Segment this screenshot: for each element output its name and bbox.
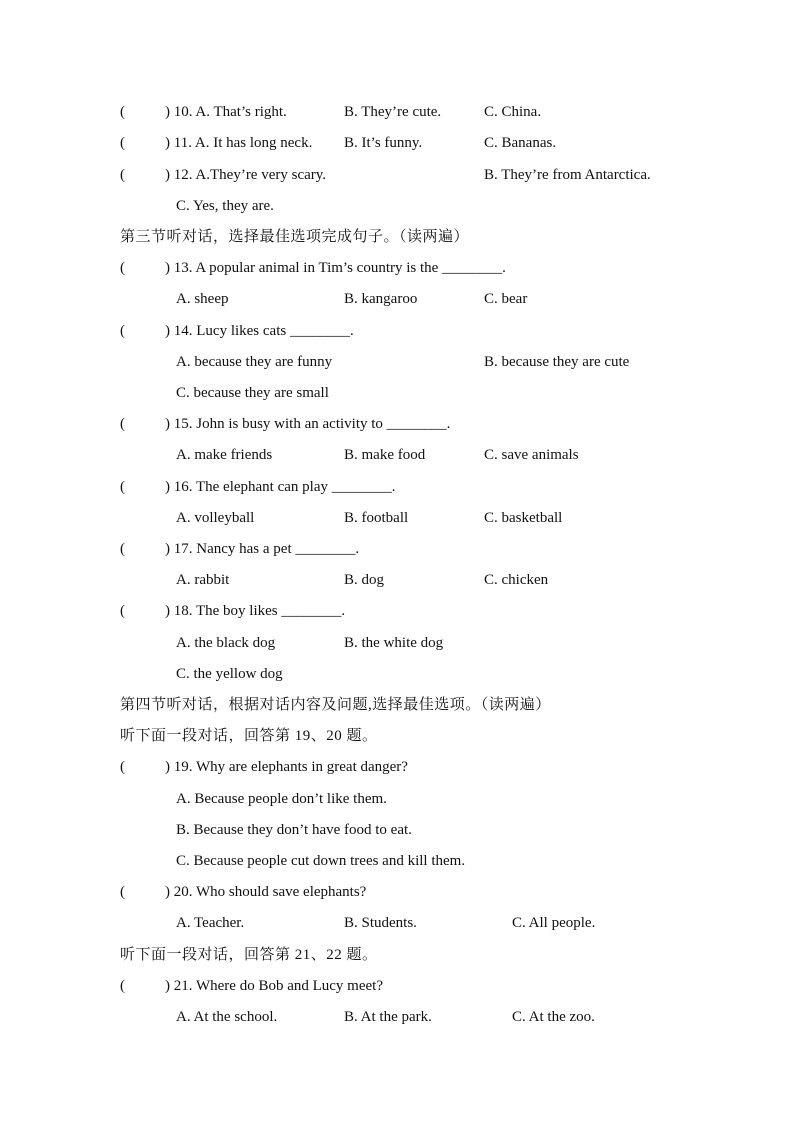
question-14-option-c: C. because they are small — [176, 385, 329, 401]
answer-blank-18[interactable]: ( — [120, 603, 125, 619]
question-16-stem: ) 16. The elephant can play ________. — [165, 479, 396, 495]
question-18-option-c: C. the yellow dog — [176, 666, 283, 682]
question-13-option-c: C. bear — [484, 291, 528, 307]
answer-blank-20[interactable]: ( — [120, 884, 125, 900]
question-11-option-c: C. Bananas. — [484, 135, 557, 151]
question-12-option-b: B. They’re from Antarctica. — [484, 167, 651, 183]
answer-blank-15[interactable]: ( — [120, 416, 125, 432]
question-19-stem: ) 19. Why are elephants in great danger? — [165, 759, 408, 775]
question-15-option-b: B. make food — [344, 447, 426, 463]
question-18-option-a: A. the black dog — [176, 635, 276, 651]
answer-blank-11[interactable]: ( — [120, 135, 125, 151]
question-18-option-b: B. the white dog — [344, 635, 444, 651]
question-13-option-a: A. sheep — [176, 291, 229, 307]
question-21-option-c: C. At the zoo. — [512, 1009, 595, 1025]
question-21-option-b: B. At the park. — [344, 1009, 432, 1025]
question-20-option-b: B. Students. — [344, 915, 417, 931]
section-4-heading: 第四节听对话，根据对话内容及问题,选择最佳选项。（读两遍） — [120, 697, 551, 713]
question-20-option-c: C. All people. — [512, 915, 596, 931]
question-15-option-a: A. make friends — [176, 447, 273, 463]
question-10-option-b: B. They’re cute. — [344, 104, 442, 120]
answer-blank-10[interactable]: ( — [120, 104, 125, 120]
question-12-stem: ) 12. A.They’re very scary. — [165, 167, 327, 183]
section-4-intro-1: 听下面一段对话，回答第 19、20 题。 — [120, 728, 378, 744]
question-19-option-b: B. Because they don’t have food to eat. — [176, 822, 412, 838]
answer-blank-21[interactable]: ( — [120, 978, 125, 994]
answer-blank-19[interactable]: ( — [120, 759, 125, 775]
question-20-option-a: A. Teacher. — [176, 915, 245, 931]
question-20-stem: ) 20. Who should save elephants? — [165, 884, 367, 900]
question-16-option-a: A. volleyball — [176, 510, 255, 526]
section-3-heading: 第三节听对话，选择最佳选项完成句子。（读两遍） — [120, 229, 470, 245]
question-19-option-a: A. Because people don’t like them. — [176, 791, 387, 807]
answer-blank-17[interactable]: ( — [120, 541, 125, 557]
answer-blank-14[interactable]: ( — [120, 323, 125, 339]
question-12-option-c: C. Yes, they are. — [176, 198, 274, 214]
question-14-stem: ) 14. Lucy likes cats ________. — [165, 323, 354, 339]
question-10-option-c: C. China. — [484, 104, 542, 120]
question-21-option-a: A. At the school. — [176, 1009, 278, 1025]
question-16-option-c: C. basketball — [484, 510, 563, 526]
question-19-option-c: C. Because people cut down trees and kill them. — [176, 853, 466, 869]
answer-blank-13[interactable]: ( — [120, 260, 125, 276]
question-17-option-c: C. chicken — [484, 572, 549, 588]
question-14-option-b: B. because they are cute — [484, 354, 630, 370]
question-13-stem: ) 13. A popular animal in Tim’s country is the ________. — [165, 260, 506, 276]
question-15-option-c: C. save animals — [484, 447, 579, 463]
question-21-stem: ) 21. Where do Bob and Lucy meet? — [165, 978, 383, 994]
question-18-stem: ) 18. The boy likes ________. — [165, 603, 346, 619]
question-11-option-b: B. It’s funny. — [344, 135, 423, 151]
question-17-option-b: B. dog — [344, 572, 385, 588]
answer-blank-12[interactable]: ( — [120, 167, 125, 183]
question-10-stem: ) 10. A. That’s right. — [165, 104, 287, 120]
question-13-option-b: B. kangaroo — [344, 291, 418, 307]
section-4-intro-2: 听下面一段对话，回答第 21、22 题。 — [120, 947, 378, 963]
question-15-stem: ) 15. John is busy with an activity to ________. — [165, 416, 451, 432]
question-11-stem: ) 11. A. It has long neck. — [165, 135, 313, 151]
question-17-option-a: A. rabbit — [176, 572, 230, 588]
question-16-option-b: B. football — [344, 510, 409, 526]
question-17-stem: ) 17. Nancy has a pet ________. — [165, 541, 360, 557]
answer-blank-16[interactable]: ( — [120, 479, 125, 495]
question-14-option-a: A. because they are funny — [176, 354, 333, 370]
